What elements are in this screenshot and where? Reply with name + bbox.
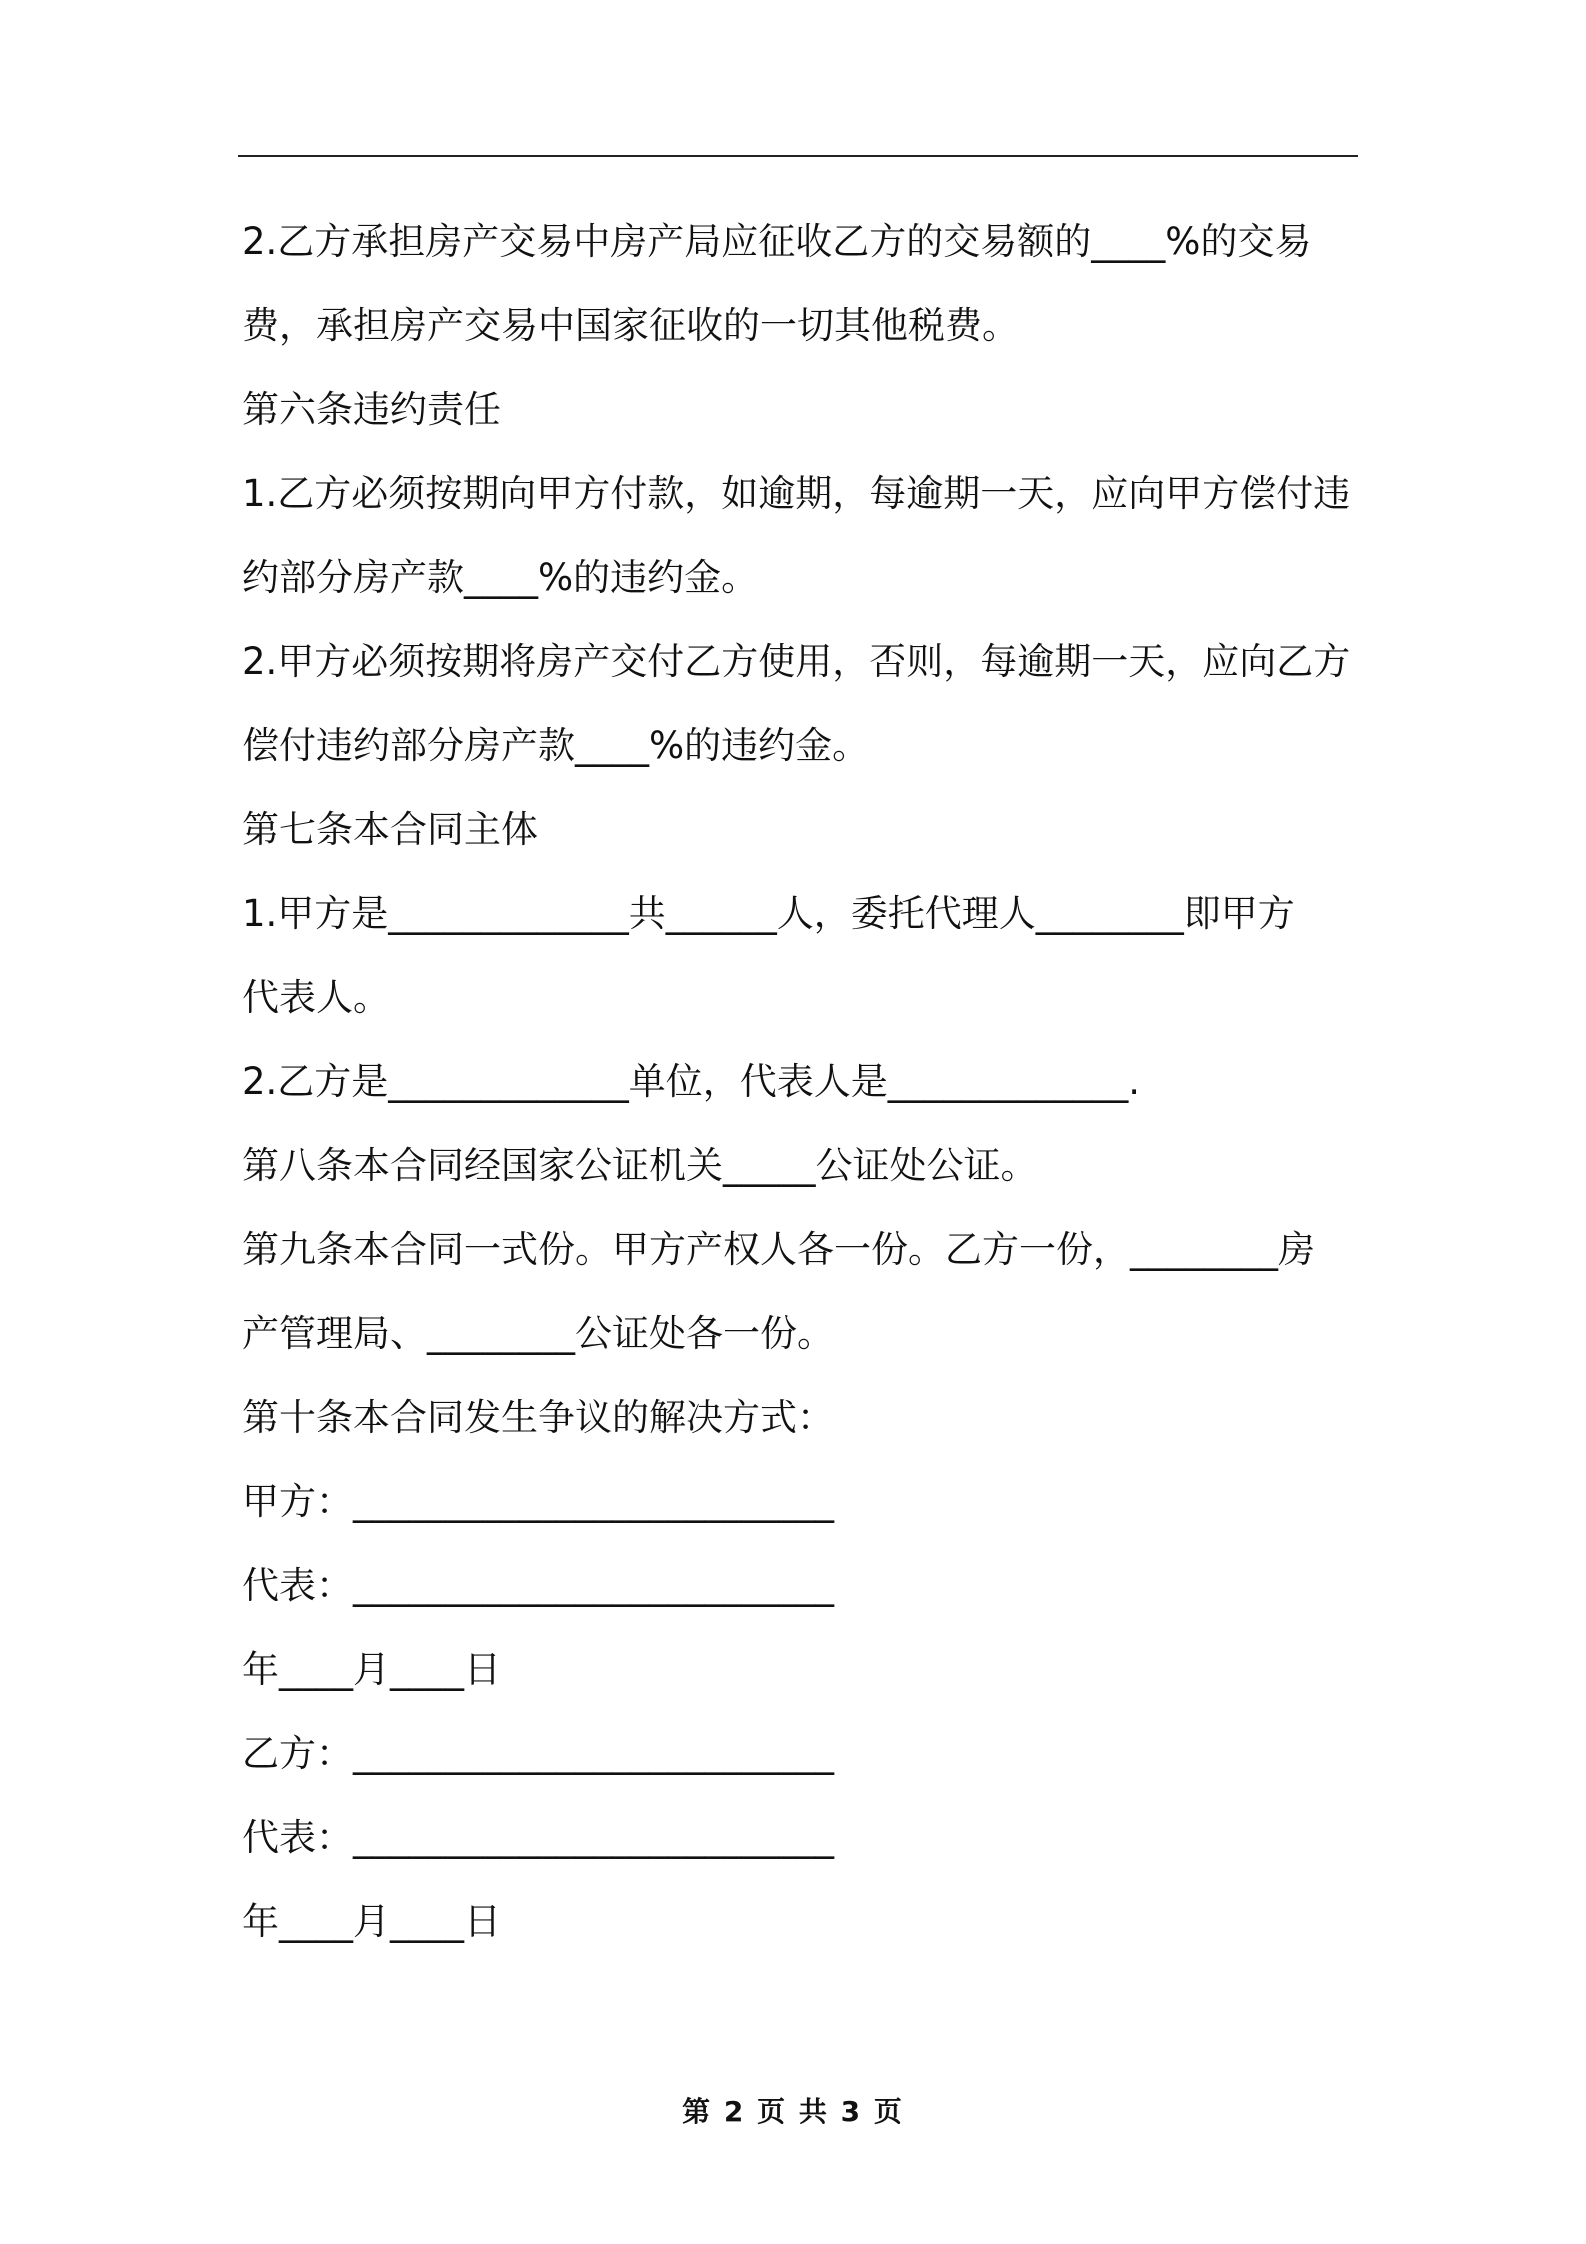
signature-line-representative-b: 代表：__________________________ [242, 1816, 834, 1859]
paragraph-line: 偿付违约部分房产款____%的违约金。 [242, 724, 870, 767]
signature-line-party-b: 乙方：__________________________ [242, 1732, 834, 1775]
paragraph-line: 产管理局、________公证处各一份。 [242, 1312, 834, 1355]
section-heading: 第十条本合同发生争议的解决方式： [242, 1396, 834, 1439]
page-footer: 第 2 页 共 3 页 [682, 2095, 904, 2128]
paragraph-line: 1.甲方是_____________共______人，委托代理人________即甲方 [242, 892, 1295, 935]
paragraph-line: 2.乙方是_____________单位，代表人是_____________. [242, 1060, 1141, 1103]
signature-line-representative-a: 代表：__________________________ [242, 1564, 834, 1607]
paragraph-line: 第九条本合同一式份。甲方产权人各一份。乙方一份，________房 [242, 1228, 1315, 1271]
date-line-a: 年____月____日 [242, 1648, 501, 1691]
paragraph-line: 费，承担房产交易中国家征收的一切其他税费。 [242, 304, 1019, 347]
section-heading: 第六条违约责任 [242, 388, 501, 431]
paragraph-line: 1.乙方必须按期向甲方付款，如逾期，每逾期一天，应向甲方偿付违 [242, 472, 1351, 515]
paragraph-line: 约部分房产款____%的违约金。 [242, 556, 759, 599]
paragraph-line: 代表人。 [242, 976, 390, 1019]
paragraph-line: 2.乙方承担房产交易中房产局应征收乙方的交易额的____%的交易 [242, 220, 1312, 263]
signature-line-party-a: 甲方：__________________________ [242, 1480, 834, 1523]
document-body [242, 200, 1358, 1964]
header-rule [238, 155, 1358, 157]
section-heading: 第八条本合同经国家公证机关_____公证处公证。 [242, 1144, 1038, 1187]
paragraph-line: 2.甲方必须按期将房产交付乙方使用，否则，每逾期一天，应向乙方 [242, 640, 1351, 683]
section-heading: 第七条本合同主体 [242, 808, 538, 851]
date-line-b: 年____月____日 [242, 1900, 501, 1943]
